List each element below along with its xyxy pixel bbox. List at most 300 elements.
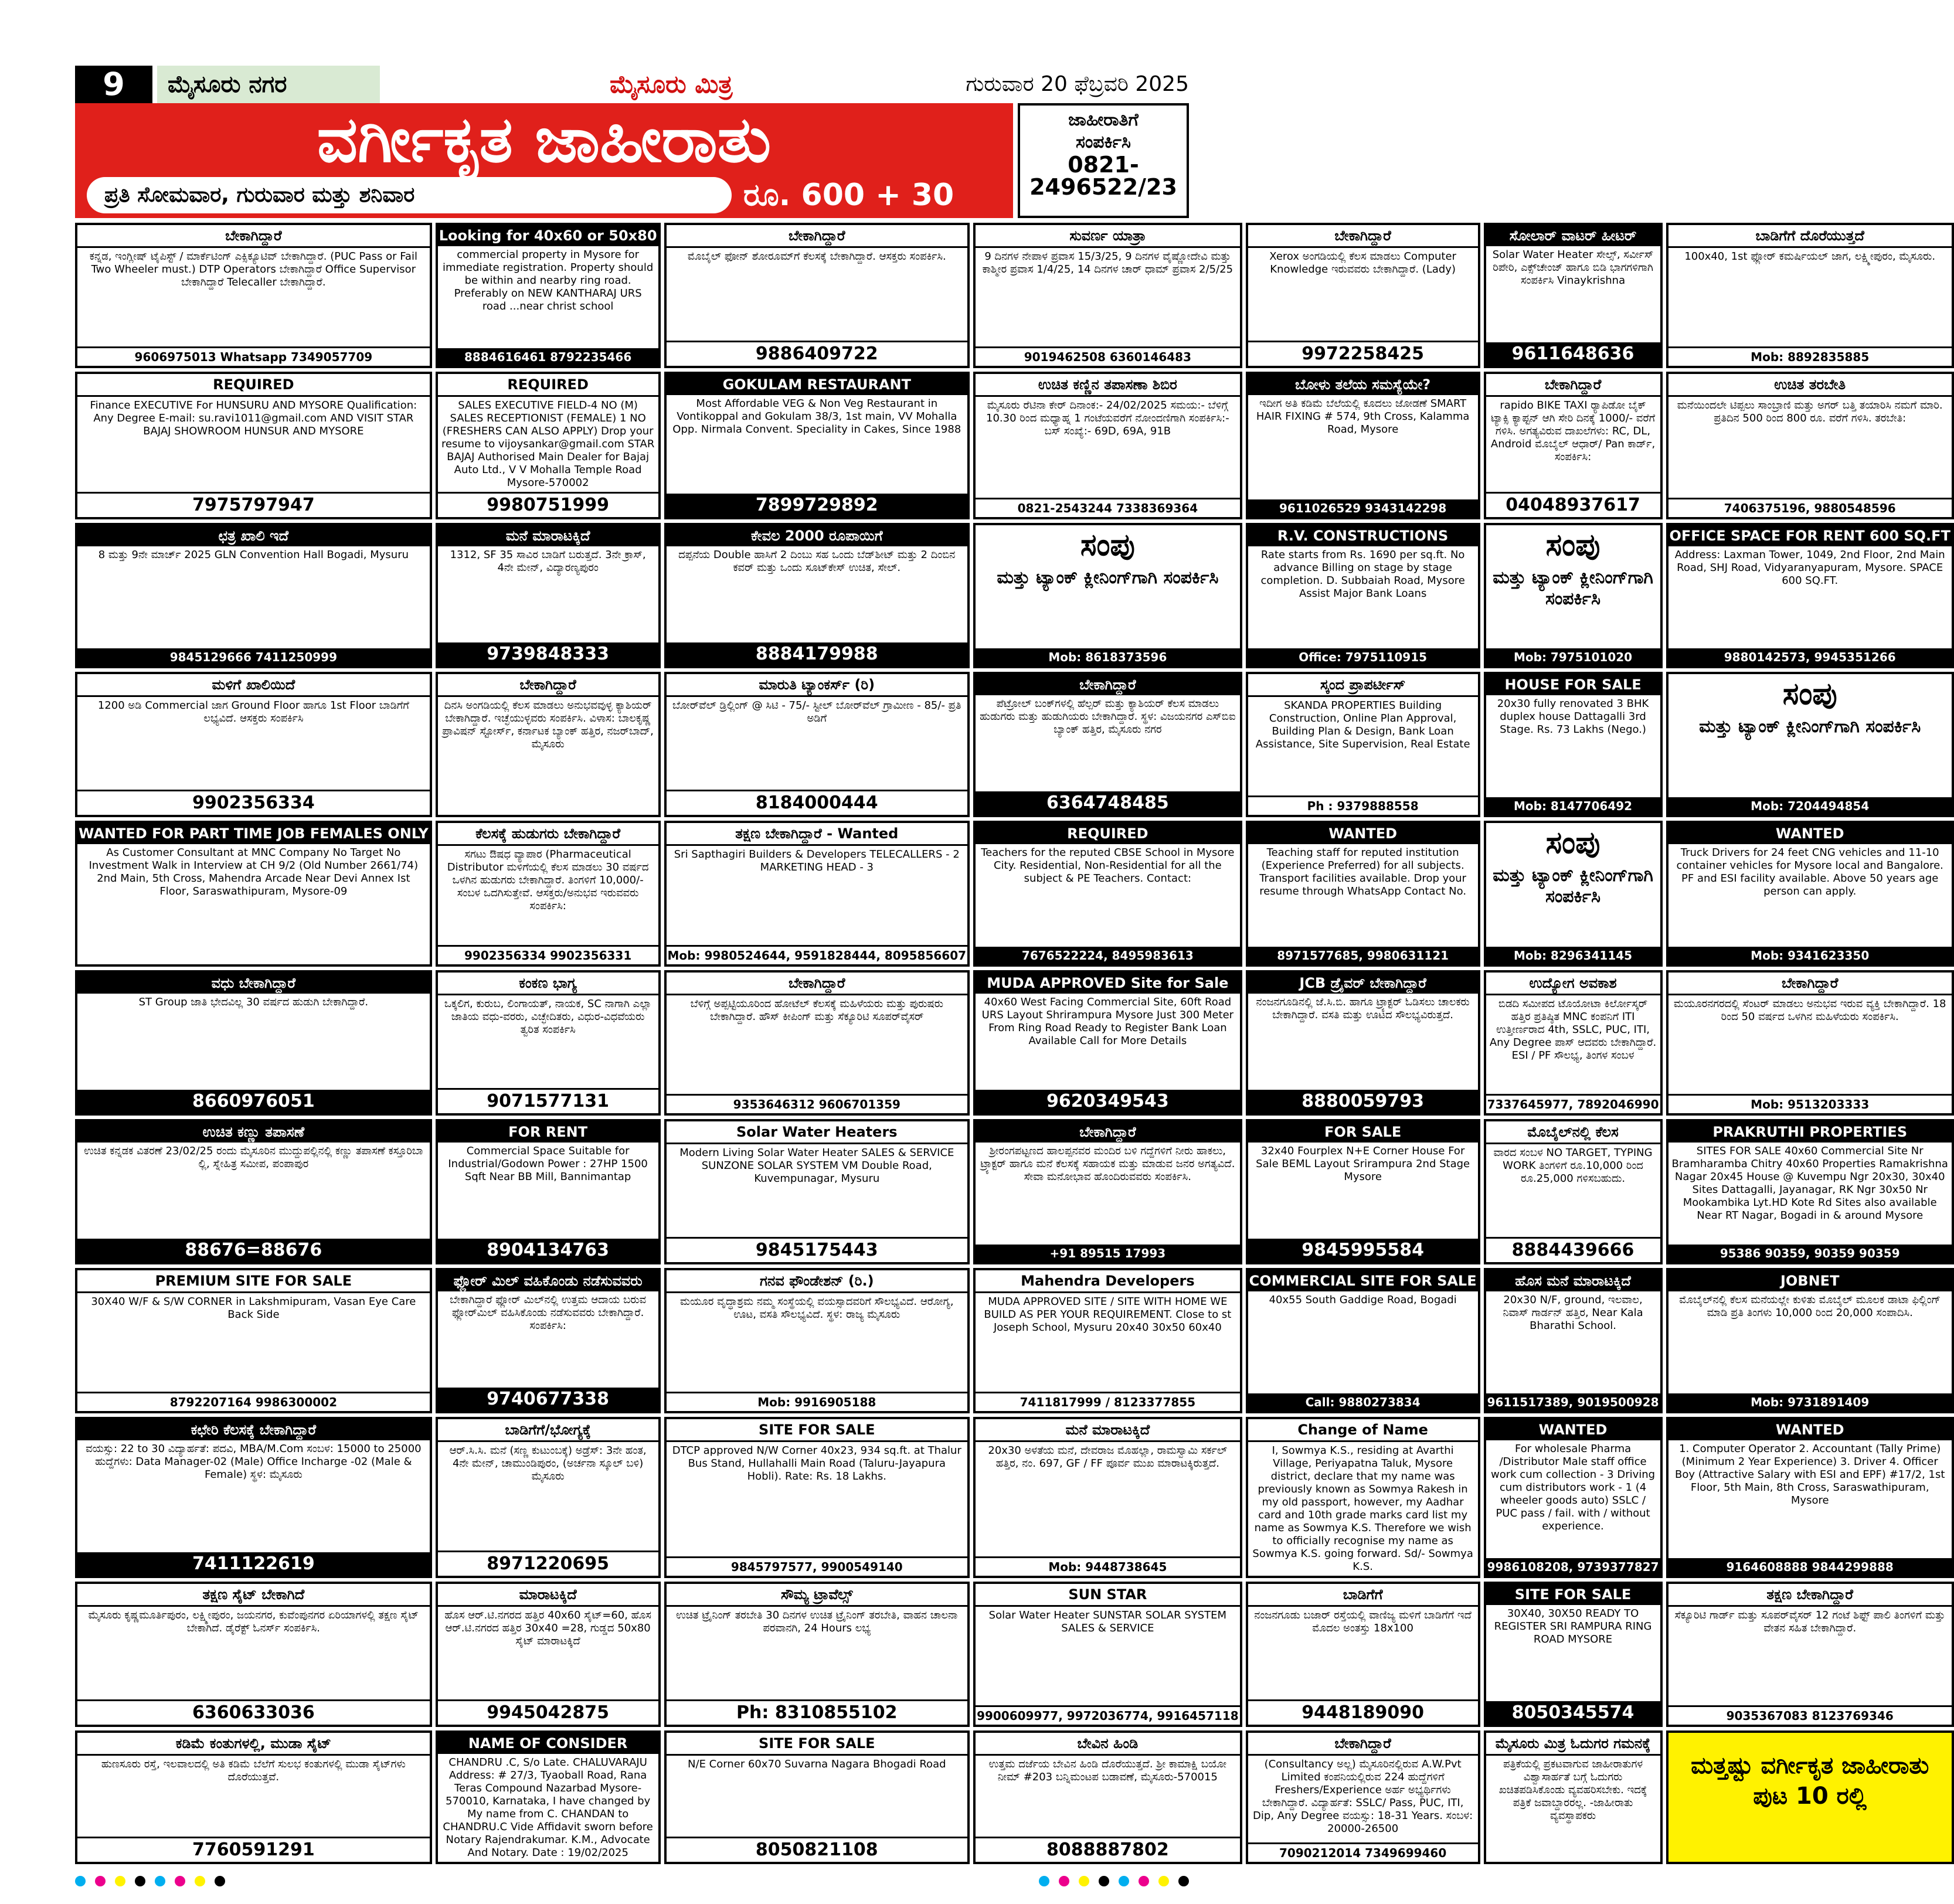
ad-phone: Mob: 9341623350 [1668,947,1952,964]
classified-ad [436,1417,661,1578]
ad-body: 9 ದಿನಗಳ ನೇಪಾಳ ಪ್ರವಾಸ 15/3/25, 9 ದಿನಗಳ ವೈಷ್ಣೋದೇವಿ ಮತ್ತು ಕಾಶ್ಮೀರ ಪ್ರವಾಸ 1/4/25, 14 ದಿನಗಳ ಚಾರ್ ಧಾಮ್ ಪ್ರವಾಸ 2/5/25 [982,250,1233,276]
ad-phone: Ph: 8310855102 [667,1699,968,1725]
ad-phone: 7975797947 [77,492,430,517]
ad-phone: 9071577131 [438,1088,658,1113]
classified-ad [1484,372,1663,519]
classified-ad [436,523,661,668]
ad-heading: Solar Water Heaters [667,1121,968,1144]
ad-body: N/E Corner 60x70 Suvarna Nagara Bhogadi Road [688,1758,946,1770]
ad-body: ಕನ್ನಡ, ಇಂಗ್ಲೀಷ್ ಟೈಪಿಸ್ಟ್ / ಮಾರ್ಕೆಟಿಂಗ್ ಎಕ್ಸಿಕ್ಯೂಟಿವ್ ಬೇಕಾಗಿದ್ದಾರೆ. (PUC Pass or Fail Two Wheeler must.) DTP Operators ಬೇಕಾಗಿದ್ದಾರೆ Office Supervisor ಬೇಕಾಗಿದ್ದಾರೆ Telecaller ಬೇಕಾಗಿದ್ದಾರೆ. [89,250,417,288]
ad-heading: FOR RENT [438,1121,658,1143]
ad-body: 1312, SF 35 ಸಾವಿರ ಬಾಡಿಗೆ ಬರುತ್ತದೆ. 3ನೇ ಕ್ರಾಸ್, 4ನೇ ಮೇನ್, ವಿದ್ಯಾರಣ್ಯಪುರಂ [450,549,646,574]
ad-phone: 7411817999 / 8123377855 [976,1392,1240,1411]
ad-phone: +91 89515 17993 [976,1245,1240,1262]
ad-heading: ಮನೆ ಮಾರಾಟಕ್ಕಿದೆ [438,525,658,546]
ad-phone: 8660976051 [77,1090,430,1113]
print-dot [215,1876,225,1886]
print-registration-dots-right [1039,1876,1189,1888]
ad-body: 8 ಮತ್ತು 9ನೇ ಮಾರ್ಚ್ 2025 GLN Convention Hall Bogadi, Mysuru [98,549,409,562]
ad-phone: 8050821108 [667,1837,968,1862]
ad-phone: Mob: 7204494854 [1668,797,1952,815]
classified-ad [75,372,432,519]
ad-phone: Mob: 9916905188 [667,1392,968,1411]
classified-ad [1666,1268,1954,1413]
print-dot [175,1876,185,1886]
ad-body: 30X40, 30X50 READY TO REGISTER SRI RAMPURA RING ROAD MYSORE [1494,1607,1652,1645]
ad-body: ಪತ್ರಿಕೆಯಲ್ಲಿ ಪ್ರಕಟವಾಗುವ ಜಾಹೀರಾತುಗಳ ವಿಶ್ವಾಸಾರ್ಹತೆ ಬಗ್ಗೆ ಓದುಗರು ಖಚಿತಪಡಿಸಿಕೊಂಡು ವ್ಯವಹರಿಸಬೇಕು. ಇದಕ್ಕೆ ಪತ್ರಿಕೆ ಜವಾಬ್ದಾರರಲ್ಲ. -ಜಾಹೀರಾತು ವ್ಯವಸ್ಥಾಪಕರು [1498,1758,1647,1822]
ad-phone: 7090212014 7349699460 [1248,1842,1478,1862]
classified-ad [436,223,661,368]
ad-phone: 6360633036 [77,1699,430,1725]
ad-phone: 04048937617 [1486,492,1660,517]
ad-phone: 88676=88676 [77,1239,430,1262]
print-dot [195,1876,205,1886]
ad-phone: Mob: 8147706492 [1486,797,1660,815]
ad-body: Solar Water Heater SUNSTAR SOLAR SYSTEM SALES & SERVICE [988,1609,1227,1634]
ad-phone: Call: 9880273834 [1248,1393,1478,1411]
classified-banner [75,103,1013,218]
ad-phone: Mob: 7975101020 [1486,648,1660,666]
ad-heading: Mahendra Developers [976,1270,1240,1293]
ad-body: 20x30 N/F, ground, ಇಲವಾಲ, ನಿವಾಸ್ ಗಾರ್ಡನ್ ಹತ್ತಿರ, Near Kala Bharathi School. [1503,1293,1643,1332]
classified-ad [973,1730,1242,1864]
ad-body: Finance EXECUTIVE For HUNSURU AND MYSORE Qualification: Any Degree E-mail: su.ravi1011@gmail.com AND VISIT STAR BAJAJ SHOWROOM HUNSUR AND MYSORE [90,399,417,438]
ad-body: ಮೈಸೂರು ಕೃಷ್ಣಮೂರ್ತಿಪುರಂ, ಲಕ್ಷ್ಮೀಪುರಂ, ಜಯನಗರ, ಕುವೆಂಪುನಗರ ಏರಿಯಾಗಳಲ್ಲಿ ತಕ್ಷಣ ಸೈಟ್ ಬೇಕಾಗಿದೆ. ಡೈರೆಕ್ಟ್ ಓನರ್ಸ್ ಸಂಪರ್ಕಿಸಿ. [88,1609,419,1634]
classified-ad [1666,672,1954,817]
ad-body: ಬೇಕಾಗಿದ್ದಾರೆ ಫ್ಲೋರ್ ಮಿಲ್‌ನಲ್ಲಿ ಉತ್ತಮ ಆದಾಯ ಬರುವ ಫ್ಲೋರ್‌ಮಿಲ್ ವಹಿಸಿಕೊಂಡು ನಡೆಸುವವರು ಬೇಕಾಗಿದ್ದಾರೆ. ಸಂಪರ್ಕಿಸಿ: [450,1293,647,1332]
ad-heading: SUN STAR [976,1584,1240,1607]
ad-body: ಒಕ್ಕಲಿಗ, ಕುರುಬ, ಲಿಂಗಾಯತ್, ನಾಯಕ, SC ನಾಗಾಗಿ ಎಲ್ಲಾ ಜಾತಿಯ ವಧು-ವರರು, ವಿಚ್ಛೇದಿತರು, ವಿಧುರ-ವಿಧವೆಯರು ತ್ವರಿತ ಸಂಪರ್ಕಿಸಿ [444,997,652,1036]
ad-phone: 9845797577, 9900549140 [667,1556,968,1576]
ad-heading: ತಕ್ಷಣ ಬೇಕಾಗಿದ್ದಾರೆ - Wanted [667,823,968,846]
ad-heading: REQUIRED [976,823,1240,844]
ad-heading: ಸೌಮ್ಯ ಟ್ರಾವೆಲ್ಸ್ [667,1584,968,1607]
ad-phone: 9845175443 [667,1237,968,1262]
ad-phone: 9019462508 6360146483 [976,346,1240,366]
ad-heading: ಬಾಡಿಗೆಗೆ [1248,1584,1478,1607]
ad-heading: ಉಚಿತ ತರಬೇತಿ [1668,374,1952,397]
ad-heading: REQUIRED [438,374,658,397]
classified-ad [973,1582,1242,1727]
ad-body: SKANDA PROPERTIES Building Construction, Online Plan Approval, Building Plan & Design, Bank Loan Assistance, Site Supervision, Real Estate [1255,699,1470,751]
print-dot [1039,1876,1049,1886]
classified-ad [75,1417,432,1578]
ad-heading: ಬಾಡಿಗೆಗೆ/ಭೋಗ್ಯಕ್ಕೆ [438,1419,658,1442]
classified-ad [1246,1119,1480,1264]
ad-heading: ಕೆಲಸಕ್ಕೆ ಹುಡುಗರು ಬೇಕಾಗಿದ್ದಾರೆ [438,823,658,846]
classified-ad [1666,1119,1954,1264]
classified-ad [1484,970,1663,1116]
classified-ad [1246,523,1480,668]
classified-ad [436,1119,661,1264]
ad-body: ಬೋರ್‌ವೆಲ್ ಡ್ರಿಲ್ಲಿಂಗ್ @ ಸಿಟಿ - 75/- ಸ್ಟೀಲ್ ಬೋರ್‌ವೆಲ್ ಗ್ರಾಮೀಣ - 85/- ಪ್ರತಿ ಅಡಿಗೆ [672,699,961,725]
ad-body: Most Affordable VEG & Non Veg Restaurant in Vontikoppal and Gokulam 38/3, 1st main, VV Mohalla Opp. Nirmala Convent. Speciality in Cakes, Since 1988 [672,397,961,436]
print-dot [1099,1876,1109,1886]
classified-ad [1246,672,1480,817]
ad-body: Solar Water Heater ಸೇಲ್ಸ್, ಸರ್ವೀಸ್ ರಿಪೇರಿ, ಎಕ್ಸ್‌ಚೇಂಜ್ ಹಾಗೂ ಬಿಡಿ ಭಾಗಗಳಿಗಾಗಿ ಸಂಪರ್ಕಿಸಿ Vinaykrishna [1492,249,1654,287]
ad-heading: PREMIUM SITE FOR SALE [77,1270,430,1293]
classified-ad [1484,821,1663,966]
ad-body: 20x30 ಅಳತೆಯ ಮನೆ, ದೇವರಾಜ ಮೊಹಲ್ಲಾ, ರಾಮಸ್ವಾಮಿ ಸರ್ಕಲ್ ಹತ್ತಿರ, ನಂ. 697, GF / FF ಪೂರ್ವ ಮುಖ ಮಾರಾಟಕ್ಕಿರುತ್ತದೆ. [988,1444,1228,1470]
ad-body: SALES EXECUTIVE FIELD-4 NO (M) SALES RECEPTIONIST (FEMALE) 1 NO (FRESHERS CAN ALSO APPLY) Drop your resume to vijoysankar@gmail.com STAR BAJAJ Authorised Main Dealer for Bajaj Auto Ltd., V V Mohalla Temple Road Mysore-570002 [441,399,655,489]
print-dot [115,1876,125,1886]
ad-body: ಮಯೂರನಗರದಲ್ಲಿ ಸೆಂಟರ್ ಮಾಡಲು ಅನುಭವ ಇರುವ ವ್ಯಕ್ತಿ ಬೇಕಾಗಿದ್ದಾರೆ. 18 ರಿಂದ 50 ವರ್ಷದ ಒಳಗಿನ ಮಹಿಳೆಯರು ಸಂಪರ್ಕಿಸಿ. [1673,997,1946,1023]
contact-line-4: 2496522/23 [1029,174,1177,200]
ad-phone: 8792207164 9986300002 [77,1392,430,1411]
ad-heading: WANTED [1486,1419,1660,1440]
classified-ad [436,372,661,519]
classified-ad [664,672,970,817]
classified-ad [973,523,1242,668]
ad-heading: ವಧು ಬೇಕಾಗಿದ್ದಾರೆ [77,973,430,994]
contact-line-1: ಜಾಹೀರಾತಿಗೆ [1068,110,1139,130]
ad-body: ಹೊಸ ಆರ್.ಟಿ.ನಗರದ ಹತ್ತಿರ 40x60 ಸೈಟ್=60, ಹೊಸ ಆರ್.ಟಿ.ನಗರದ ಹತ್ತಿರ 30x40 =28, ಗುಡ್ಡದ 50x80 ಸೈಟ್ ಮಾರಾಟಕ್ಕಿದೆ [444,1609,651,1647]
ad-heading: Change of Name [1248,1419,1478,1442]
classified-ads-grid [75,223,1950,1864]
classified-ad [1246,970,1480,1116]
classified-ad [1246,223,1480,368]
ad-phone: 8088887802 [976,1837,1240,1862]
ad-body: ದಿನಸಿ ಅಂಗಡಿಯಲ್ಲಿ ಕೆಲಸ ಮಾಡಲು ಅನುಭವವುಳ್ಳ ಕ್ಯಾಶಿಯರ್ ಬೇಕಾಗಿದ್ದಾರೆ. ಇಚ್ಛೆಯುಳ್ಳವರು ಸಂಪರ್ಕಿಸಿ. ವಿಳಾಸ: ಬಾಲಕೃಷ್ಣ ಪ್ರಾವಿಷನ್ ಸ್ಟೋರ್ಸ್, ಕರ್ನಾಟಕ ಬ್ಯಾಂಕ್ ಹತ್ತಿರ, ನಜರ್‌ಬಾದ್, ಮೈಸೂರು [442,699,654,751]
ad-phone: 9611517389, 9019500928 [1486,1393,1660,1411]
classified-ad [75,1268,432,1413]
ad-heading: ಬಾಡಿಗೆಗೆ ದೊರೆಯುತ್ತದೆ [1668,225,1952,248]
ad-heading: JCB ಡ್ರೈವರ್ ಬೇಕಾಗಿದ್ದಾರೆ [1248,973,1478,994]
ad-phone: 9980751999 [438,492,658,517]
ad-body: ಮತ್ತು ಟ್ಯಾಂಕ್ ಕ್ಲೀನಿಂಗ್‌ಗಾಗಿ ಸಂಪರ್ಕಿಸಿ [1493,865,1653,907]
classified-ad [75,523,432,668]
ad-phone: 8971220695 [438,1551,658,1576]
ad-body: I, Sowmya K.S., residing at Avarthi Village, Periyapatna Taluk, Mysore district, declare that my name was previously known as Sowmya Rakesh in my old passport, however, my Aadhar card and 10th grade marks card list my name as Sowmya K.S. Therefore we wish to officially recognise my name as Sowmya K.S. going forward. Sd/- Sowmya K.S. [1252,1444,1473,1573]
ad-heading: ಬೇಕಾಗಿದ್ದಾರೆ [976,1121,1240,1143]
ad-body: Teaching staff for reputed institution (Experience Preferred) for all subjects. Transport facilities available. Drop your resume through WhatsApp Contact No. [1259,846,1467,898]
classified-ad [664,1582,970,1727]
ad-heading: R.V. CONSTRUCTIONS [1248,525,1478,546]
ad-heading: WANTED [1668,823,1952,844]
classified-ad [75,1119,432,1264]
ad-body: ಇದೀಗ ಅತಿ ಕಡಿಮೆ ಬೆಲೆಯಲ್ಲಿ ಕೂದಲು ಜೋಡಣೆ SMART HAIR FIXING # 574, 9th Cross, Kalamma Road, Mysore [1256,397,1470,436]
ad-phone: 9972258425 [1248,341,1478,366]
ad-phone: Mob: 8618373596 [976,648,1240,666]
ad-heading: ಸಂಪು [1486,823,1660,863]
ad-body: ಮನೆಯಿಂದಲೇ ಟಿಪ್ಪಲು ಸಾಂಬ್ರಾಣಿ ಮತ್ತು ಅಗರ್ ಬತ್ತಿ ತಯಾರಿಸಿ ನಮಗೆ ಮಾರಿ. ಪ್ರತಿದಿನ 500 ರಿಂದ 800 ರೂ. ವರೆಗೆ ಗಳಿಸಿ. ತರಬೇತಿ: [1677,399,1943,425]
ad-heading: ಹೊಸ ಮನೆ ಮಾರಾಟಕ್ಕಿದೆ [1486,1270,1660,1291]
classified-ad [1666,372,1954,519]
ad-body: ಮತ್ತು ಟ್ಯಾಂಕ್ ಕ್ಲೀನಿಂಗ್‌ಗಾಗಿ ಸಂಪರ್ಕಿಸಿ [1699,716,1921,737]
ad-heading: REQUIRED [77,374,430,397]
ad-phone: Mob: 8892835885 [1668,346,1952,366]
ad-heading: ಮಾರಾಟಕ್ಕಿದೆ [438,1584,658,1607]
ad-heading: ಮನೆ ಮಾರಾಟಕ್ಕಿದೆ [976,1419,1240,1442]
classified-ad [973,1119,1242,1264]
ad-heading: COMMERCIAL SITE FOR SALE [1248,1270,1478,1291]
ad-phone: Mob: 9513203333 [1668,1094,1952,1113]
ad-phone: 9353646312 9606701359 [667,1094,968,1113]
ad-body: Address: Laxman Tower, 1049, 2nd Floor, 2nd Main Road, SHJ Road, Vidyaranyapuram, Mysore. SPACE 600 SQ.FT. [1674,549,1945,587]
ad-body: ಉಚಿತ ಟ್ರೈನಿಂಗ್ ತರಬೇತಿ 30 ದಿನಗಳ ಉಚಿತ ಟ್ರೈನಿಂಗ್ ತರಬೇತಿ, ವಾಹನ ಚಾಲನಾ ಪರವಾನಗಿ, 24 Hours ಲಭ್ಯ [676,1609,958,1634]
ad-phone: 8880059793 [1248,1090,1478,1113]
classified-ad [1666,970,1954,1116]
ad-phone: Mob: 9731891409 [1668,1393,1952,1411]
ad-phone: 9900609977, 9972036774, 9916457118 [976,1705,1240,1725]
ad-body: ಉತ್ತಮ ದರ್ಜೆಯ ಬೇವಿನ ಹಿಂಡಿ ದೊರೆಯುತ್ತದೆ. ಶ್ರೀ ಕಾಮಾಕ್ಷಿ ಬಯೋ ನೀಮ್ #203 ಬನ್ನಿಮಂಟಪ ಬಡಾವಣೆ, ಮೈಸೂರು-570015 [988,1758,1227,1783]
ad-phone: 0821-2543244 7338369364 [976,498,1240,517]
ad-body: 32x40 Fourplex N+E Corner House For Sale BEML Layout Srirampura 2nd Stage Mysore [1256,1144,1470,1183]
ad-heading: ಬೇಕಾಗಿದ್ದಾರೆ [1486,374,1660,397]
ad-phone: 7760591291 [77,1837,430,1862]
ad-phone: 7676522224, 8495983613 [976,947,1240,964]
ad-heading: SITE FOR SALE [667,1419,968,1442]
ad-body: As Customer Consultant at MNC Company No Target No Investment Walk in Interview at CH 9/2 (Old Number 2661/74) 2nd Main, 5th Cross, Mahendra Arcade Near Devi Annex Ist Floor, Saraswathipuram, Mysore-09 [89,846,419,898]
banner-title: ವರ್ಗೀಕೃತ ಜಾಹೀರಾತು [317,103,772,176]
ad-heading: ಬೇಕಾಗಿದ್ದಾರೆ [667,973,968,995]
ad-body: DTCP approved N/W Corner 40x23, 934 sq.ft. at Thalur Bus Stand, Hullahalli Main Road (Taluru-Jayapura Hobli). Rate: Rs. 18 Lakhs. [672,1444,961,1483]
ad-body: ವಾರದ ಸಂಬಳ NO TARGET, TYPING WORK ತಿಂಗಳಿಗೆ ರೂ.10,000 ರಿಂದ ರೂ.25,000 ಗಳಿಸಬಹುದು. [1493,1146,1653,1185]
ad-phone: Mob: 9448738645 [976,1556,1240,1576]
classified-ad [436,821,661,966]
ad-heading: WANTED FOR PART TIME JOB FEMALES ONLY [77,823,430,844]
classified-ad [1246,1730,1480,1864]
classified-ad [1484,1730,1663,1864]
ad-heading: ಬೇಕಾಗಿದ್ದಾರೆ [667,225,968,248]
classified-ad [75,1582,432,1727]
ad-body: ಸೆಕ್ಯೂರಿಟಿ ಗಾರ್ಡ್ ಮತ್ತು ಸೂಪರ್‌ವೈಸರ್ 12 ಗಂಟೆ ಶಿಫ್ಟ್ ಪಾಲಿ ತಿಂಗಳಿಗೆ ಮತ್ತು ವೇತನ ಸಹಿತ ಬೇಕಾಗಿದ್ದಾರೆ. [1674,1609,1945,1634]
ad-heading: OFFICE SPACE FOR RENT 600 SQ.FT [1668,525,1952,546]
classified-ad [75,223,432,368]
classified-ad [973,1268,1242,1413]
ad-heading: ತಕ್ಷಣ ಸೈಟ್ ಬೇಕಾಗಿದೆ [77,1584,430,1607]
issue-date: ಗುರುವಾರ 20 ಫೆಬ್ರವರಿ 2025 [966,72,1189,96]
ad-body: ಮತ್ತು ಟ್ಯಾಂಕ್ ಕ್ಲೀನಿಂಗ್‌ಗಾಗಿ ಸಂಪರ್ಕಿಸಿ [997,567,1219,589]
classified-ad [75,970,432,1116]
ad-phone: 9620349543 [976,1090,1240,1113]
ad-body: Sri Sapthagiri Builders & Developers TELECALLERS - 2 MARKETING HEAD - 3 [674,848,960,874]
ad-heading: ಉಚಿತ ಕಣ್ಣು ತಪಾಸಣೆ [77,1121,430,1143]
ad-heading: WANTED [1248,823,1478,844]
ad-body: ಮತ್ತಷ್ಟು ವರ್ಗೀಕೃತ ಜಾಹೀರಾತು ಪುಟ 10 ರಲ್ಲಿ [1691,1752,1929,1810]
classified-ad [973,970,1242,1116]
ad-phone: Office: 7975110915 [1248,648,1478,666]
ad-heading: ಮೈಸೂರು ಮಿತ್ರ ಓದುಗರ ಗಮನಕ್ಕೆ [1486,1733,1660,1756]
ad-body: (Consultancy ಅಲ್ಲ) ಮೈಸೂರಿನಲ್ಲಿರುವ A.W.Pvt Limited ಕಂಪನಿಯಲ್ಲಿರುವ 224 ಹುದ್ದೆಗಳಿಗೆ Freshers/Experience ಅರ್ಹ ಅಭ್ಯರ್ಥಿಗಳು ಬೇಕಾಗಿದ್ದಾರೆ. ವಿದ್ಯಾರ್ಹತೆ: SSLC/ Pass, PUC, ITI, Dip, Any Degree ವಯಸ್ಸು: 18-31 Years. ಸಂಬಳ: 20000-26500 [1253,1758,1473,1835]
ad-body: Commercial Space Suitable for Industrial/Godown Power : 27HP 1500 Sqft Near BB Mill, Bannimantap [448,1144,648,1183]
ad-heading: ಬೇಕಾಗಿದ್ದಾರೆ [438,674,658,697]
classified-ad [664,970,970,1116]
ad-phone: 9611026529 9343142298 [1248,499,1478,517]
ad-phone: 95386 90359, 90359 90359 [1668,1245,1952,1262]
classified-ad [1484,1268,1663,1413]
classified-ad [1246,1268,1480,1413]
ad-body: ಮೈಸೂರು ರೆಟಿನಾ ಕೇರ್ ದಿನಾಂಕ:- 24/02/2025 ಸಮಯ:- ಬೆಳಿಗ್ಗೆ 10.30 ರಿಂದ ಮಧ್ಯಾಹ್ನ 1 ಗಂಟೆಯವರೆಗೆ ನೋಂದಣಿಗಾಗಿ ಸಂಪರ್ಕಿಸಿ:- ಬಸ್ ಸಂಖ್ಯೆ:- 69D, 69A, 91B [986,399,1229,438]
section-name: ಮೈಸೂರು ನಗರ [157,66,380,103]
classified-ad [436,970,661,1116]
ad-body: ಮಯೂರ ವೃದ್ಧಾಶ್ರಮ ನಮ್ಮ ಸಂಸ್ಥೆಯಲ್ಲಿ ವಯಸ್ಸಾದವರಿಗೆ ಸೌಲಭ್ಯವಿದೆ. ಆರೋಗ್ಯ, ಊಟ, ವಸತಿ ಸೌಲಭ್ಯವಿದೆ. ಸ್ಥಳ: ರಾಜ್ಯ ಮೈಸೂರು [680,1295,954,1321]
classified-ad [75,821,432,966]
ad-heading: ಕಂಕಣ ಭಾಗ್ಯ [438,973,658,995]
ad-heading: ಬೇಕಾಗಿದ್ದಾರೆ [77,225,430,248]
banner-price: ರೂ. 600 + 30 [743,178,954,213]
ad-heading: ಬೇಕಾಗಿದ್ದಾರೆ [1668,973,1952,995]
ad-body: ಬೆಳಿಗ್ಗೆ ಅಪ್ಪಟ್ಟಿಯೂರಿಂದ ಹೋಟೆಲ್ ಕೆಲಸಕ್ಕೆ ಮಹಿಳೆಯರು ಮತ್ತು ಪುರುಷರು ಬೇಕಾಗಿದ್ದಾರೆ. ಹೌಸ್ ಕೀಪಿಂಗ್ ಮತ್ತು ಸೆಕ್ಯೂರಿಟಿ ಸೂಪರ್‌ವೈಸರ್ [690,997,944,1023]
ad-heading: ಬೇವಿನ ಹಿಂಡಿ [976,1733,1240,1756]
print-dot [1178,1876,1189,1886]
classified-ad [973,821,1242,966]
print-dot [1158,1876,1169,1886]
classified-ad [1484,1119,1663,1264]
ad-phone: 9164608888 9844299888 [1668,1558,1952,1576]
ad-heading: MUDA APPROVED Site for Sale [976,973,1240,994]
ad-body: rapido BIKE TAXI ರ್‍ಯಾಪಿಡೋ ಬೈಕ್ ಟ್ಯಾಕ್ಸಿ ಕ್ಯಾಪ್ಟನ್ ಆಗಿ ಸೇರಿ ದಿನಕ್ಕೆ 1000/- ವರೆಗೆ ಗಳಿಸಿ. ಅಗತ್ಯವಿರುವ ದಾಖಲೆಗಳು: RC, DL, Android ಮೊಬೈಲ್ ಆಧಾರ್/ Pan ಕಾರ್ಡ್, ಸಂಪರ್ಕಿಸಿ: [1490,399,1656,464]
ad-phone: Ph : 9379888558 [1248,795,1478,815]
ad-body: Xerox ಅಂಗಡಿಯಲ್ಲಿ ಕೆಲಸ ಮಾಡಲು Computer Knowledge ಇರುವವರು ಬೇಕಾಗಿದ್ದಾರೆ. (Lady) [1269,250,1456,276]
classified-ad [664,1417,970,1578]
classified-ad [1246,1417,1480,1578]
ad-heading: SITE FOR SALE [1486,1584,1660,1605]
ad-phone: 8904134763 [438,1239,658,1262]
ad-heading: NAME OF CONSIDER [438,1733,658,1754]
classified-ad [973,223,1242,368]
ad-phone: 8884439666 [1486,1237,1660,1262]
ad-body: ವಯಸ್ಸು: 22 to 30 ವಿದ್ಯಾರ್ಹತೆ: ಪದವಿ, MBA/M.Com ಸಂಬಳ: 15000 to 25000 ಹುದ್ದೆಗಳು: Data Manager-02 (Male) Office Incharge -02 (Male & Female) ಸ್ಥಳ: ಮೈಸೂರು [86,1442,422,1481]
ad-heading: GOKULAM RESTAURANT [667,374,968,395]
ad-phone: Mob: 9980524644, 9591828444, 8095856607 [667,945,968,964]
ad-body: Modern Living Solar Water Heater SALES & SERVICE SUNZONE SOLAR SYSTEM VM Double Road, Kuvempunagar, Mysuru [679,1146,954,1185]
ad-heading: Looking for 40x60 or 50x80 [438,225,658,246]
ad-body: ಮತ್ತು ಟ್ಯಾಂಕ್ ಕ್ಲೀನಿಂಗ್‌ಗಾಗಿ ಸಂಪರ್ಕಿಸಿ [1493,567,1653,610]
ad-heading: PRAKRUTHI PROPERTIES [1668,1121,1952,1143]
ad-body: 1. Computer Operator 2. Accountant (Tally Prime) (Minimum 2 Year Experience) 3. Driver 4. Officer Boy (Attractive Salary with ESI and EPF) #17/2, 1st Floor, 5th Main, 8th Cross, Saraswathipuram, Mysore [1674,1442,1945,1507]
ad-body: MUDA APPROVED SITE / SITE WITH HOME WE BUILD AS PER YOUR REQUIREMENT. Close to st Joseph School, Mysuru 20x40 30x50 60x40 [984,1295,1232,1334]
ad-heading: ಸುವರ್ಣ ಯಾತ್ರಾ [976,225,1240,248]
classified-ad [664,821,970,966]
ad-heading: ಸೋಲಾರ್ ವಾಟರ್ ಹೀಟರ್ [1486,225,1660,246]
ad-heading: ಸ್ಕಂದ ಪ್ರಾಪರ್ಟೀಸ್ [1248,674,1478,697]
classified-ad [1484,1582,1663,1727]
ad-phone: 9845129666 7411250999 [77,648,430,666]
ad-heading: ಮಳಿಗೆ ಖಾಲಿಯಿದೆ [77,674,430,697]
ad-phone: 7406375196, 9880548596 [1668,498,1952,517]
ad-phone: 9740677338 [438,1388,658,1411]
ad-body: ಮೊಬೈಲ್ ಫೋನ್ ಶೋರೂಮ್‌ಗೆ ಕೆಲಸಕ್ಕೆ ಬೇಕಾಗಿದ್ದಾರೆ. ಆಸಕ್ತರು ಸಂಪರ್ಕಿಸಿ. [687,250,946,263]
classified-ad [664,1268,970,1413]
ad-phone: 7411122619 [77,1552,430,1576]
ad-phone: 8884179988 [667,642,968,666]
print-dot [95,1876,106,1886]
classified-ad [1484,223,1663,368]
ad-body: 40x60 West Facing Commercial Site, 60ft Road URS Layout Shrirampura Mysore Just 300 Meter From Ring Road Ready to Register Bank Loan Available Call for More Details [981,995,1234,1047]
classified-ad [75,672,432,817]
ad-phone: 9886409722 [667,341,968,366]
classified-ad [75,1730,432,1864]
classified-ad [973,672,1242,817]
ad-phone: 9845995584 [1248,1239,1478,1262]
classified-ad [436,672,661,817]
print-dot [155,1876,165,1886]
ad-body: 20x30 fully renovated 3 BHK duplex house Dattagalli 3rd Stage. Rs. 73 Lakhs (Nego.) [1497,698,1649,736]
print-dot [1079,1876,1089,1886]
ad-heading: ಗನವ ಫೌಂಡೇಶನ್ (ರಿ.) [667,1270,968,1293]
ad-heading: ಉಚಿತ ಕಣ್ಣಿನ ತಪಾಸಣಾ ಶಿಬಿರ [976,374,1240,397]
banner-schedule: ಪ್ರತಿ ಸೋಮವಾರ, ಗುರುವಾರ ಮತ್ತು ಶನಿವಾರ [87,177,732,213]
ad-phone: 9448189090 [1248,1699,1478,1725]
classified-ad [973,372,1242,519]
ad-body: ಸಗಟು ಔಷಧ ವ್ಯಾಪಾರ (Pharmaceutical Distributor ಮಳಿಗೆಯಲ್ಲಿ ಕೆಲಸ ಮಾಡಲು 30 ವರ್ಷದ ಒಳಗಿನ ಹುಡುಗರು ಬೇಕಾಗಿದ್ದಾರೆ. ತಿಂಗಳಿಗೆ 10,000/- ಸಂಬಳ ಒದಗಿಸುತ್ತೇವೆ. ಆಸಕ್ತರು/ಅನುಭವ ಇರುವವರು ಸಂಪರ್ಕಿಸಿ: [447,848,649,913]
ad-body: ದಪ್ಪನೆಯ Double ಹಾಸಿಗೆ 2 ದಿಂಬು ಸಹ ಒಂದು ಬೆಡ್‌ಶೀಟ್ ಮತ್ತು 2 ದಿಂಬಿನ ಕವರ್ ಮತ್ತು ಒಂದು ಸೂಟ್‌ಕೇಸ್ ಉಚಿತ, ಸೇಲ್. [678,549,956,574]
ad-heading: ಕೇವಲ 2000 ರೂಪಾಯಿಗೆ [667,525,968,546]
print-dot [1059,1876,1069,1886]
classified-ad [1484,672,1663,817]
ad-body: For wholesale Pharma /Distributor Male staff office work cum collection - 3 Driving cum distributors work - 1 (4 wheeler goods auto) SSLC / PUC pass / fail. with / without experience. [1491,1442,1656,1532]
classified-ad [1666,821,1954,966]
contact-line-2: ಸಂಪರ್ಕಿಸಿ [1076,132,1131,152]
classified-ad [1246,821,1480,966]
ad-body: ಪೆಟ್ರೋಲ್ ಬಂಕ್‌ಗಳಲ್ಲಿ ಹೆಲ್ಪರ್ ಮತ್ತು ಕ್ಯಾಶಿಯರ್ ಕೆಲಸ ಮಾಡಲು ಹುಡುಗರು ಮತ್ತು ಹುಡುಗಿಯರು ಬೇಕಾಗಿದ್ದಾರೆ. ಸ್ಥಳ: ವಿಜಯನಗರ ಎಸ್‌ಬಿಐ ಬ್ಯಾಂಕ್ ಹತ್ತಿರ, ಮೈಸೂರು ನಗರ [980,698,1236,736]
print-dot [1139,1876,1149,1886]
classified-ad [1666,1582,1954,1727]
ad-heading: FOR SALE [1248,1121,1478,1143]
ad-heading: ಕಡಿಮೆ ಕಂತುಗಳಲ್ಲಿ, ಮುಡಾ ಸೈಟ್ [77,1733,430,1756]
ad-heading: ಬೇಕಾಗಿದ್ದಾರೆ [1248,1733,1478,1756]
classified-ad [1666,523,1954,668]
ad-body: SITES FOR SALE 40x60 Commercial Site Nr Bramharamba Chitry 40x60 Properties Ramakrishna Nagar 20x45 House @ Kuvempu Ngr 20x30, 30x40 Sites Dattagalli, Jayanagar, RK Ngr 30x50 Nr Mookambika Lyt.HD Kote Rd Sites also available Near RT Nagar, Bogadi in & around Mysore [1671,1144,1948,1222]
ad-body: ಆರ್.ಸಿ.ಸಿ. ಮನೆ (ಸಣ್ಣ ಕುಟುಂಬಕ್ಕೆ) ಅಡ್ರೆಸ್: 3ನೇ ಹಂತ, 4ನೇ ಮೇನ್, ಚಾಮುಂಡಿಪುರಂ, (ಅರ್ಚನಾ ಸ್ಕೂಲ್ ಬಳಿ) ಮೈಸೂರು [449,1444,647,1483]
classified-ad [664,1119,970,1264]
ad-body: ಮೊಬೈಲ್‌ನಲ್ಲಿ ಕೆಲಸ ಮನೆಯಲ್ಲೇ ಕುಳಿತು ಮೊಬೈಲ್ ಮೂಲಕ ಡಾಟಾ ಫಿಲ್ಲಿಂಗ್ ಮಾಡಿ ಪ್ರತಿ ತಿಂಗಳು 10,000 ರಿಂದ 20,000 ಸಂಪಾದಿಸಿ. [1679,1293,1941,1319]
ad-heading: ಮಾರುತಿ ಟ್ಯಾಂಕರ್ಸ್ (ರಿ) [667,674,968,697]
classified-ad [1666,223,1954,368]
ad-heading: ಬೇಕಾಗಿದ್ದಾರೆ [1248,225,1478,248]
ad-phone: 8050345574 [1486,1701,1660,1725]
classified-ad [1666,1417,1954,1578]
print-dot [75,1876,86,1886]
ad-phone: 9739848333 [438,642,658,666]
print-dot [135,1876,145,1886]
ad-heading: ಮೊಬೈಲ್‌ನಲ್ಲಿ ಕೆಲಸ [1486,1121,1660,1144]
classified-ad [436,1268,661,1413]
ad-phone: 9035367083 8123769346 [1668,1705,1952,1725]
ad-heading: ಬೇಕಾಗಿದ್ದಾರೆ [976,674,1240,695]
ad-body: CHANDRU .C, S/o Late. CHALUVARAJU Address: # 27/3, Tyaoball Road, Rana Teras Compound Nazarbad Mysore-570010, Karnataka, I have changed by My name from C. CHANDAN to CHANDRU.C Vide Affidavit sworn before Notary Rajendrakumar. K.M., Advocate And Notary. Date : 19/02/2025 [443,1756,653,1859]
ad-heading: ಕಛೇರಿ ಕೆಲಸಕ್ಕೆ ಬೇಕಾಗಿದ್ದಾರೆ [77,1419,430,1440]
ad-phone: 9986108208, 9739377827 [1486,1558,1660,1576]
classified-ad [664,223,970,368]
ad-body: Teachers for the reputed CBSE School in Mysore City. Residential, Non-Residential for all the subject & PE Teachers. Contact: [981,846,1235,885]
classified-ad [1246,372,1480,519]
ad-body: ನಂಜನಗೂಡು ಬಜಾರ್ ರಸ್ತೆಯಲ್ಲಿ ವಾಣಿಜ್ಯ ಮಳಿಗೆ ಬಾಡಿಗೆಗೆ ಇದೆ ಮೊದಲ ಅಂತಸ್ತು 18x100 [1254,1609,1472,1634]
ad-heading: ಸಂಪು [1668,674,1952,714]
ad-body: 1200 ಅಡಿ Commercial ಜಾಗ Ground Floor ಹಾಗೂ 1st Floor ಬಾಡಿಗೆಗೆ ಲಭ್ಯವಿದೆ. ಆಸಕ್ತರು ಸಂಪರ್ಕಿಸಿ [97,699,409,725]
ad-phone: 7899729892 [667,494,968,517]
classified-ad [1484,523,1663,668]
ad-heading: ಫ್ಲೋರ್ ಮಿಲ್ ವಹಿಕೊಂಡು ನಡೆಸುವವರು [438,1270,658,1291]
ad-heading: ಛತ್ರ ಖಾಲಿ ಇದೆ [77,525,430,546]
ad-body: Rate starts from Rs. 1690 per sq.ft. No advance Billing on stage by stage completion. D. Subbaiah Road, Mysore Assist Major Bank Loans [1260,549,1465,600]
ad-body: ಬಿಡದಿ ಸಮೀಪದ ಟೊಯೋಟಾ ಕಿರ್ಲೋಸ್ಕರ್ ಹತ್ತಿರ ಪ್ರತಿಷ್ಠಿತ MNC ಕಂಪನಿಗೆ ITI ಉತ್ತೀರ್ಣರಾದ 4th, SSLC, PUC, ITI, Any Degree ಪಾಸ್ ಆದವರು ಬೇಕಾಗಿದ್ದಾರೆ. ESI / PF ಸೌಲಭ್ಯ, ತಿಂಗಳ ಸಂಬಳ [1489,997,1657,1062]
ad-phone: 8884616461 8792235466 [438,348,658,366]
classified-ad [664,372,970,519]
ad-body: commercial property in Mysore for immediate registration. Property should be within and nearby ring road. Preferably on NEW KANTHARAJ URS road ...near christ school [442,249,654,312]
ad-heading: HOUSE FOR SALE [1486,674,1660,695]
classified-ad [973,1417,1242,1578]
print-dot [1119,1876,1129,1886]
classified-ad [1484,1417,1663,1578]
ad-heading: WANTED [1668,1419,1952,1440]
ad-phone: 9606975013 Whatsapp 7349057709 [77,346,430,366]
page-number: 9 [75,66,152,103]
ad-phone: Mob: 8296341145 [1486,947,1660,964]
ad-heading: JOBNET [1668,1270,1952,1291]
ad-heading: ಸಂಪು [976,525,1240,565]
